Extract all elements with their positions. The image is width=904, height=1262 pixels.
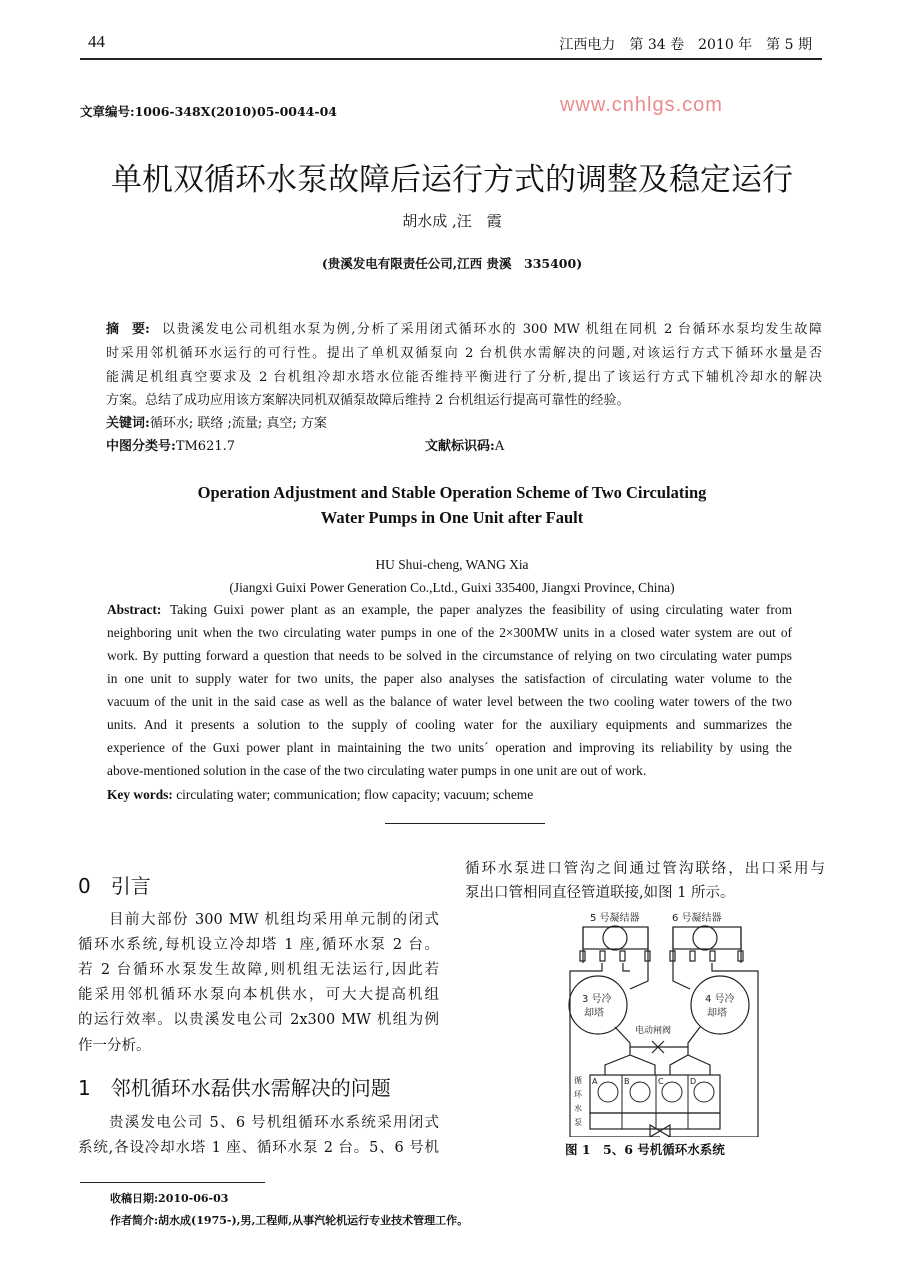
paragraph-line: 循环水泵进口管沟之间通过管沟联络，出口采用与 <box>465 861 825 877</box>
abstract-en-line: vacuum of the unit in the said case as well as the balance of water level between the two cooling water towers of the two <box>107 694 792 709</box>
section-0-heading: 0 引言 <box>78 874 151 898</box>
pump-c-label: C <box>658 1077 664 1086</box>
abstract-cn-line: 能满足机组真空要求及 2 台机组冷却水塔水位能否维持平衡进行了分析,提出了该运行方式下辅机冷却水的解决 <box>106 370 822 385</box>
cooling-tower-4 <box>691 976 749 1034</box>
pump-label: 水 <box>574 1104 582 1113</box>
title-en-line: Operation Adjustment and Stable Operation Scheme of Two Circulating <box>197 483 707 502</box>
title-cn: 单机双循环水泵故障后运行方式的调整及稳定运行 <box>111 162 793 198</box>
keywords-en-label: Key words: <box>107 787 173 802</box>
pump-d-label: D <box>690 1077 697 1086</box>
pump-b-label: B <box>624 1077 630 1086</box>
keywords-cn: 循环水; 联络 ;流量; 真空; 方案 <box>149 416 327 431</box>
footnote-rule <box>80 1182 265 1183</box>
pump-label: 循 <box>574 1076 582 1085</box>
received-date: 收稿日期:2010-06-03 <box>110 1192 229 1205</box>
pump-house <box>590 1075 720 1113</box>
tower-3-label: 却塔 <box>584 1008 604 1019</box>
title-en-line: Water Pumps in One Unit after Fault <box>320 508 584 527</box>
keywords-en: circulating water; communication; flow capacity; vacuum; scheme <box>172 787 534 802</box>
abstract-en-line: experience of the Guxi power plant in maintaining the two units´ operation and improving its reliability by using the <box>107 740 792 755</box>
abstract-en-label: Abstract: <box>107 602 162 617</box>
abstract-en-line: units. And it presents a solution to the supply of cooling water for the auxiliary equipments and summarizes the <box>107 717 792 732</box>
doc-code-value: A <box>494 439 505 454</box>
abstract-cn-line: 时采用邻机循环水运行的可行性。提出了单机双循泵向 2 台机供水需解决的问题,对该运行方式下循环水量是否 <box>106 346 822 361</box>
abstract-en-line: in one unit to supply water for two units, the paper also analyses the satisfaction of circulating water volume to the <box>107 671 792 686</box>
article-number: 文章编号:1006-348X(2010)05-0044-04 <box>80 104 337 119</box>
affiliation-cn: (贵溪发电有限责任公司,江西 贵溪 335400) <box>321 256 583 271</box>
affiliation-en: (Jiangxi Guixi Power Generation Co.,Ltd., Guixi 335400, Jiangxi Province, China) <box>229 580 675 595</box>
abstract-en-line: above-mentioned solution in the case of the two circulating water pumps in one unit are out of work. <box>107 763 647 778</box>
tower-4-label: 却塔 <box>707 1008 727 1019</box>
condenser-5 <box>580 926 650 963</box>
valve-label: 电动闸阀 <box>635 1026 672 1036</box>
condenser-6 <box>670 926 743 963</box>
divider <box>385 823 545 824</box>
abstract-en-line: work. By putting forward a question that needs to be solved in the circumstance of relying on two circulating water pumps <box>107 648 792 663</box>
condenser-6-label: 6 号凝结器 <box>672 913 722 924</box>
abstract-en-line: Taking Guixi power plant as an example, the paper analyzes the feasibility of using circulating water from <box>170 602 792 617</box>
author-bio: 作者简介:胡水成(1975-),男,工程师,从事汽轮机运行专业技术管理工作。 <box>110 1214 469 1227</box>
abstract-cn-label: 摘 要: <box>106 322 150 337</box>
cooling-tower-3 <box>569 976 627 1034</box>
pump-label: 泵 <box>574 1118 582 1127</box>
condenser-5-label: 5 号凝结器 <box>590 913 640 924</box>
section-1-heading: 1 邻机循环水磊供水需解决的问题 <box>78 1076 391 1100</box>
authors-en: HU Shui-cheng, WANG Xia <box>375 557 529 572</box>
paragraph-line: 若 2 台循环水泵发生故障,则机组无法运行,因此若 <box>78 962 439 978</box>
clc-label: 中图分类号: <box>106 439 176 454</box>
doc-code-label: 文献标识码: <box>425 439 495 454</box>
keywords-cn-label: 关键词: <box>106 416 150 431</box>
tower-4-label: 4 号冷 <box>705 994 735 1005</box>
paragraph-line: 系统,各设冷却水塔 1 座、循环水泵 2 台。5、6 号机 <box>78 1140 439 1156</box>
authors-cn: 胡水成 ,汪 霞 <box>402 212 502 230</box>
abstract-cn-line: 以贵溪发电公司机组水泵为例,分析了采用闭式循环水的 300 MW 机组在同机 2 台循环水泵均发生故障 <box>162 322 822 337</box>
abstract-cn-line: 方案。总结了成功应用该方案解决同机双循泵故障后维持 2 台机组运行提高可靠性的经验。 <box>106 393 630 408</box>
header-rule <box>80 58 822 60</box>
pump-label: 环 <box>574 1090 582 1099</box>
paragraph-line: 贵溪发电公司 5、6 号机组循环水系统采用闭式 <box>109 1115 439 1131</box>
paragraph-line: 泵出口管相同直径管道联接,如图 1 所示。 <box>465 885 735 901</box>
paragraph-line: 目前大部份 300 MW 机组均采用单元制的闭式 <box>109 912 439 928</box>
paragraph-line: 循环水系统,每机设立冷却塔 1 座,循环水泵 2 台。 <box>78 937 439 953</box>
journal-header: 江西电力 第 34 卷 2010 年 第 5 期 <box>559 37 812 53</box>
tower-3-label: 3 号冷 <box>582 994 612 1005</box>
figure-1-diagram <box>560 905 770 1137</box>
page-number: 44 <box>88 32 105 51</box>
pump-a-label: A <box>592 1077 598 1086</box>
paragraph-line: 能采用邻机循环水泵向本机供水，可大大提高机组 <box>78 987 439 1003</box>
figure-caption: 图 1 5、6 号机循环水系统 <box>565 1142 725 1157</box>
paragraph-line: 作一分析。 <box>78 1038 151 1054</box>
paragraph-line: 的运行效率。以贵溪发电公司 2x300 MW 机组为例 <box>78 1012 439 1028</box>
outlet-valve-icon <box>650 1125 670 1137</box>
clc-value: TM621.7 <box>175 439 236 454</box>
abstract-en-line: neighboring unit when the two circulating water pumps in one of the 2×300MW units in a closed water system are out of <box>107 625 792 640</box>
watermark: www.cnhlgs.com <box>560 94 723 116</box>
